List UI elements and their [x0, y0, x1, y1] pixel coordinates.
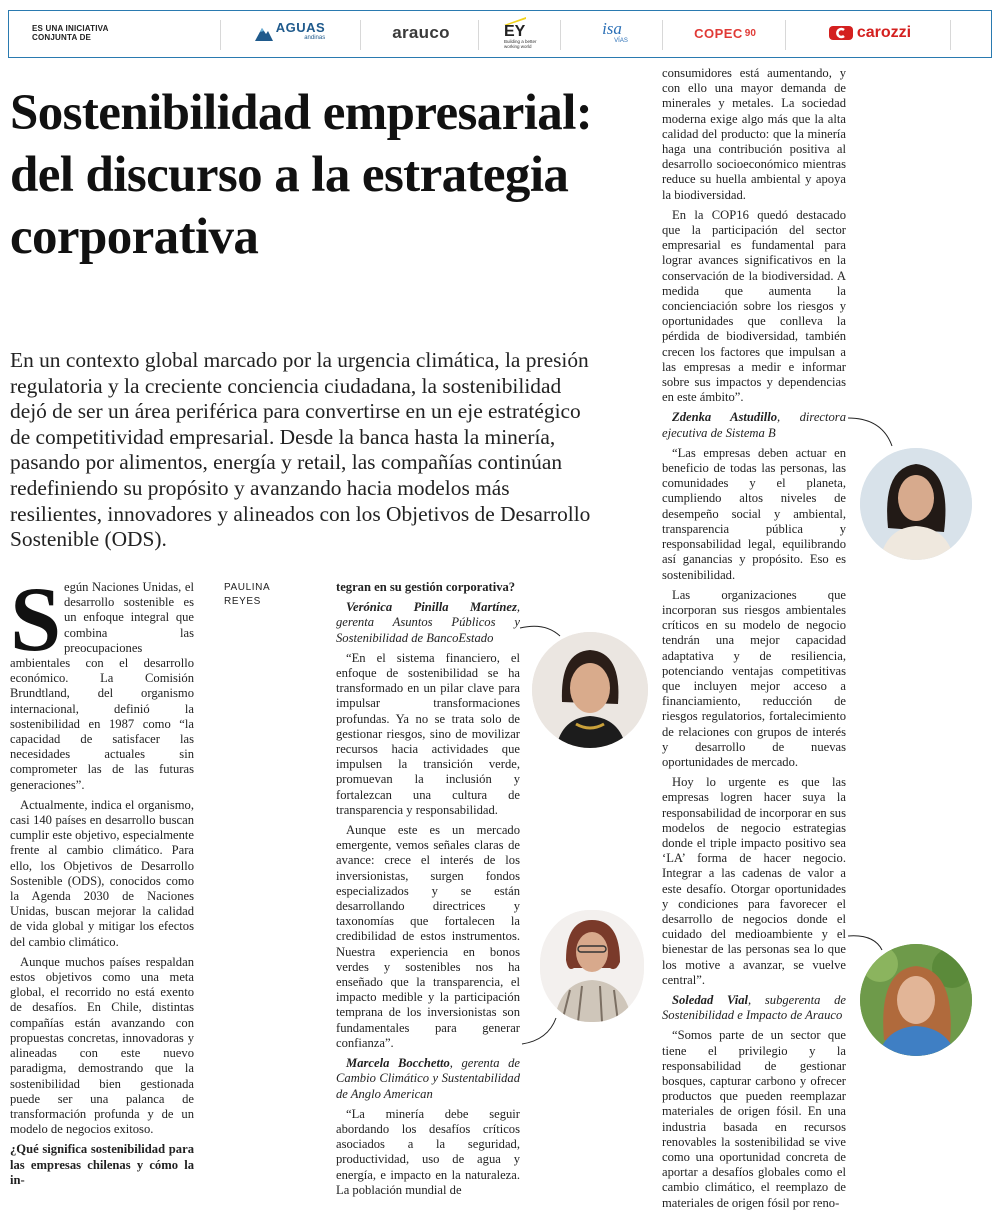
- arauco-logo-text: arauco: [392, 23, 450, 42]
- leader-astudillo: [848, 418, 892, 446]
- byline-pinilla-role: , gerenta Asuntos Públicos y Sostenibilidad de BancoEstado: [336, 600, 520, 645]
- col2-paragraph-2: Aunque este es un mercado emergente, vemos señales claras de avance: crece el interés de los inversionistas, surgen fondos especializados y se están desarrollando directrices y taxonomías que fortalecen la credibilidad de estos instrumentos. Nuestra experiencia en bonos verdes y sostenibles nos ha enseñado que la transparencia, el impacto medible y la participación temprana de los inversionistas son fundamentales para generar confianza”.: [336, 823, 520, 1050]
- copec-badge: 90: [744, 27, 756, 39]
- col1-paragraph-2: Actualmente, indica el organismo, casi 140 países en desarrollo buscan cumplir este objetivo, especialmente frente al cambio climático. Para ello, los Objetivos de Desarrollo Sostenible (ODS), conocidos como la Agenda 2030 de Naciones Unidas, buscan mejorar la calidad de vida global y mitigar los efectos del cambio climático.: [10, 797, 194, 949]
- col3-paragraph-3: “Las empresas deben actuar en beneficio de todas las personas, las comunidades y el planeta, cumpliendo altos niveles de desempeño social y ambiental, transparencia pública y responsabilidad legal, equilibrando así ganancias y propósito. Eso es sostenibilidad.: [662, 445, 846, 582]
- col2-paragraph-3: “La minería debe seguir abordando los desafíos críticos asociados a la seguridad, productividad, uso de agua y energía, e impacto en la naturaleza. La población mundial de: [336, 1106, 520, 1197]
- drop-cap: S: [10, 568, 62, 670]
- byline-astudillo-name: Zdenka Astudillo: [672, 410, 778, 425]
- col1-paragraph-3: Aunque muchos países respaldan estos objetivos como una meta global, el recorrido no está exento de desafíos. En Chile, distintas compañías están avanzando con propuestas concretas, innovadoras y alineadas con este nuevo paradigma, demostrando que la sostenibilidad bien gestionada puede ser una palanca de transformación profunda y de un modelo de negocios exitoso.: [10, 954, 194, 1137]
- author-last-name: REYES: [224, 596, 261, 607]
- ey-logo-text: EY: [504, 23, 526, 40]
- leader-vial: [848, 936, 882, 950]
- byline-bocchetto-name: Marcela Bocchetto: [346, 1056, 450, 1071]
- lead-paragraph: En un contexto global marcado por la urgencia climática, la presión regulatoria y la creciente conciencia ciudadana, la sostenibilidad dejó de ser un área periférica para convertirse en un eje estratégico de competitividad empresarial. Desde la banca hasta la minería, pasando por alimentos, energía y retail, las compañías continúan redefiniendo su propósito y avanzando hacia modelos más resilientes, innovadores y alineados con los Objetivos de Desarrollo Sostenible (ODS).: [10, 348, 591, 552]
- col3-paragraph-2: En la COP16 quedó destacado que la participación del sector empresarial es fundamental para lograr avances significativos en la conservación de la biodiversidad. A medida que aumenta la concienciación sobre los riesgos y oportunidades que conlleva la pérdida de biodiversidad, también crecen los factores que impulsan a las empresas a medir e informar sobre sus impactos y dependencias en este ámbito”.: [662, 207, 846, 405]
- byline-pinilla-name: Verónica Pinilla Martínez: [346, 600, 517, 615]
- col3-paragraph-1: consumidores está aumentando, y con ello una mayor demanda de minerales y metales. La sociedad moderna exige algo más que la alta calidad del producto: que la minería haga una contribución positiva al desarrollo socioeconómico mientras reduce su huella ambiental y apoya la biodiversidad.: [662, 66, 846, 202]
- leader-bocchetto: [522, 1018, 556, 1044]
- carozzi-logo-text: carozzi: [856, 24, 912, 41]
- col2-question-end: tegran en su gestión corporativa?: [336, 580, 516, 594]
- aguas-logo-text: AGUAS: [275, 20, 326, 35]
- ey-tagline: Building a better working world: [504, 39, 537, 49]
- byline-bocchetto-role: , gerenta de Cambio Climático y Sustentabilidad de Anglo American: [336, 1056, 520, 1101]
- author-first-name: PAULINA: [224, 582, 271, 593]
- col3-paragraph-5: Hoy lo urgente es que las empresas logren hacer suya la responsabilidad de incorporar en sus modelos de negocio estrategias donde el triple impacto positivo sea ‘LA’ forma de hacer negocio. Integrar a las cadenas de valor a este desafío. Otorgar oportunidades y condiciones para favorecer el desarrollo de negocios donde el cuidado del medioambiente y el bienestar de las personas sea lo que los motive a avanzar, se vuelve central”.: [662, 775, 846, 987]
- aguas-logo-sub: andinas: [304, 35, 326, 41]
- col2-paragraph-1: “En el sistema financiero, el enfoque de sostenibilidad se ha transformado en un pilar clave para impulsar transformaciones profundas. Ya no se trata solo de gestionar riesgos, sino de movilizar recursos hacia actividades que impulsen la transición verde, promuevan la inclusión y fortalezcan una cultura de transparencia y responsabilidad.: [336, 650, 520, 817]
- leader-pinilla: [520, 626, 560, 636]
- isa-logo-text: isa: [602, 19, 622, 38]
- isa-logo-sub: VÍAS: [614, 38, 628, 44]
- col1-question: ¿Qué significa sostenibilidad para las empresas chilenas y cómo la in-: [10, 1142, 194, 1187]
- sponsor-intro: ES UNA INICIATIVA CONJUNTA DE: [32, 24, 109, 42]
- col3-paragraph-4: Las organizaciones que incorporan sus riesgos ambientales críticos en su modelo de negocio tendrán una mejor capacidad adaptativa y de resiliencia, potenciando ventajas competitivas que incluyen mejor acceso a financiamiento, reducción de riesgos regulatorios, fortalecimiento de relaciones con grupos de interés y desarrollo de nuevas oportunidades de mercado.: [662, 587, 846, 769]
- byline-astudillo-role: , directora ejecutiva de Sistema B: [662, 410, 846, 440]
- col3-paragraph-6: “Somos parte de un sector que tiene el privilegio y la responsabilidad de gestionar bosques, capturar carbono y ofrecer productos que pueden reemplazar materiales de origen fósil. En una industria basada en recursos renovables la sostenibilidad se vive como una oportunidad concreta de aportar a desafíos globales como el cambio climático, el reemplazo de materiales de origen fósil por reno-: [662, 1028, 846, 1210]
- byline-vial-role: , subgerenta de Sostenibilidad e Impacto de Arauco: [662, 992, 846, 1023]
- byline-vial-name: Soledad Vial: [672, 992, 749, 1007]
- headline: Sostenibilidad empresarial: del discurso a la estrategia corporativa: [10, 85, 593, 265]
- col1-paragraph-1: egún Naciones Unidas, el desarrollo sostenible es un enfoque integral que combina las preocupaciones ambientales con el desarrollo económico. La Comisión Brundtland, del organismo internacional, definió la sostenibilidad en 1987 como “la capacidad de satisfacer las necesidades actuales sin comprometer las de las futuras generaciones”.: [10, 580, 194, 792]
- copec-logo-text: COPEC: [694, 25, 743, 41]
